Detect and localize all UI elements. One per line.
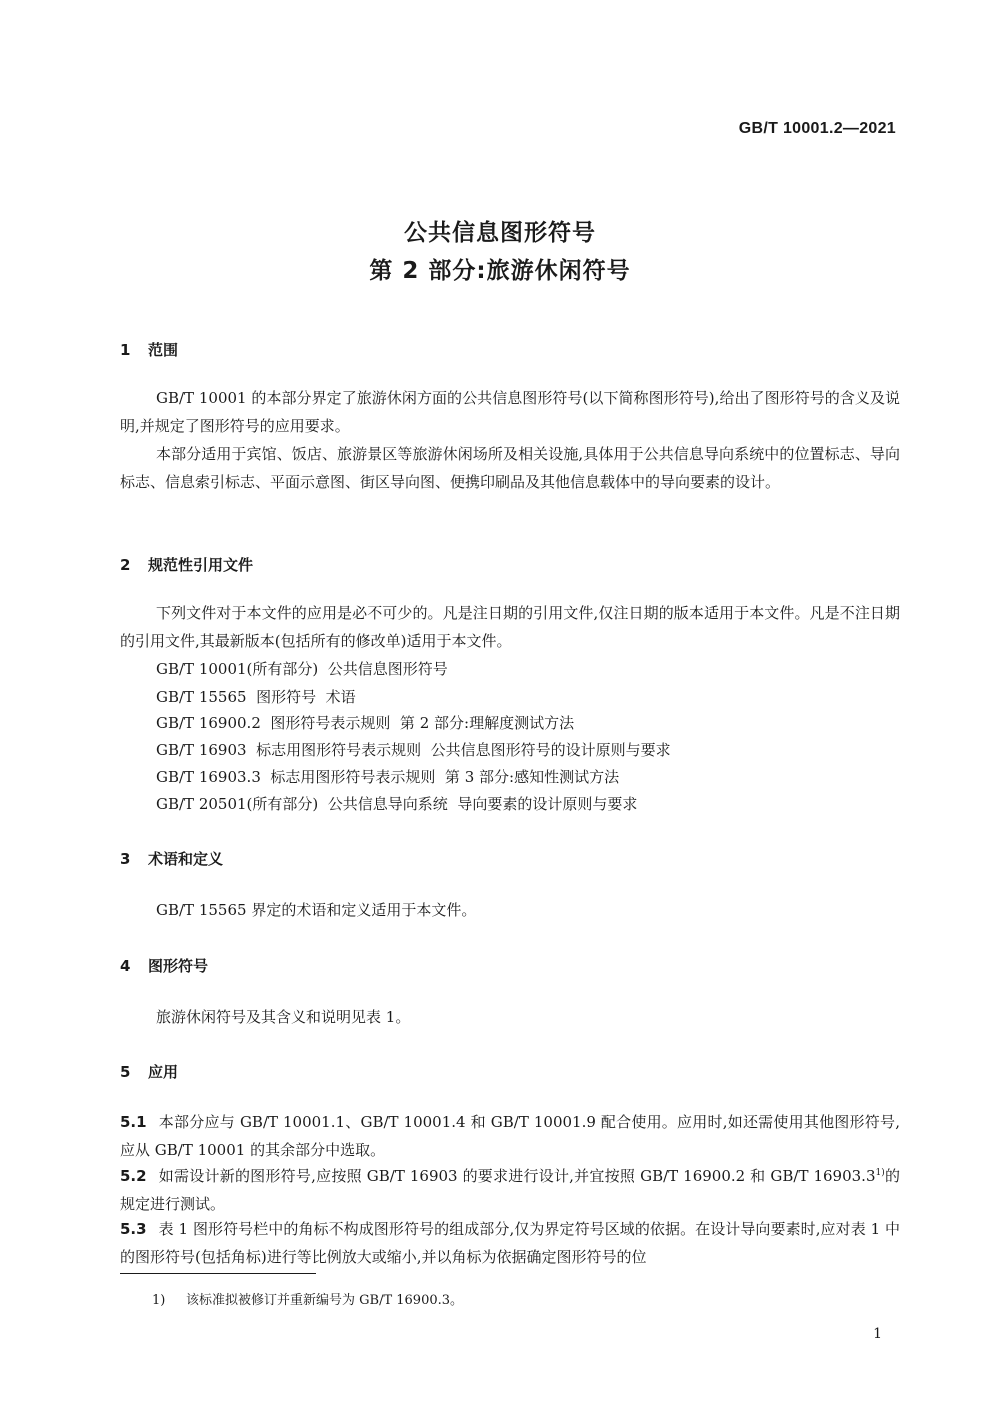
references-intro: 下列文件对于本文件的应用是必不可少的。凡是注日期的引用文件,仅注日期的版本适用于本文件。凡是不注日期的引用文件,其最新版本(包括所有的修改单)适用于本文件。	[120, 604, 900, 650]
document-title: 公共信息图形符号	[404, 220, 596, 246]
section-number: 1	[120, 341, 131, 359]
footnote-reference: 1)	[875, 1168, 885, 1178]
section-heading-application	[120, 1061, 178, 1082]
section-title: 应用	[148, 1063, 179, 1081]
section-number: 5	[120, 1063, 131, 1081]
footnote-text: 该标准拟被修订并重新编号为 GB/T 16900.3。	[186, 1293, 464, 1308]
clause-text: 表 1 图形符号栏中的角标不构成图形符号的组成部分,仅为界定符号区域的依据。在设计导向要素时,应对表 1 中的图形符号(包括角标)进行等比例放大或缩小,并以角标为依据确定图形符号的位	[120, 1220, 900, 1266]
terms-paragraph: GB/T 15565 界定的术语和定义适用于本文件。	[156, 901, 477, 919]
section-title: 范围	[148, 341, 179, 359]
section-number: 3	[120, 850, 131, 868]
section-heading-terms	[120, 848, 223, 869]
clause-number: 5.2	[120, 1167, 147, 1185]
clause-5-2	[120, 1162, 900, 1218]
section-heading-symbols	[120, 955, 208, 976]
section-heading-normative-references	[120, 554, 253, 575]
clause-text: 本部分应与 GB/T 10001.1、GB/T 10001.4 和 GB/T 10001.9 配合使用。应用时,如还需使用其他图形符号,应从 GB/T 10001 的其余部分中选取。	[120, 1113, 900, 1159]
section-title: 术语和定义	[148, 850, 224, 868]
section-number: 4	[120, 957, 131, 975]
reference-item: GB/T 15565 图形符号 术语	[156, 688, 356, 706]
standard-code: GB/T 10001.2—2021	[738, 120, 896, 137]
section-heading-scope	[120, 339, 178, 360]
clause-number: 5.1	[120, 1113, 147, 1131]
document-subtitle: 第 2 部分:旅游休闲符号	[369, 258, 631, 284]
clause-text-continued: 的规定进行测试。	[120, 1167, 900, 1213]
footnote-marker: 1)	[152, 1293, 166, 1308]
footnote-divider	[120, 1273, 316, 1274]
reference-item: GB/T 10001(所有部分) 公共信息图形符号	[156, 660, 448, 678]
page-number: 1	[873, 1326, 882, 1342]
reference-item: GB/T 16903 标志用图形符号表示规则 公共信息图形符号的设计原则与要求	[156, 741, 671, 759]
clause-5-1	[120, 1108, 900, 1164]
clause-number: 5.3	[120, 1220, 147, 1238]
scope-paragraph-1: GB/T 10001 的本部分界定了旅游休闲方面的公共信息图形符号(以下简称图形符号),给出了图形符号的含义及说明,并规定了图形符号的应用要求。	[120, 389, 900, 435]
section-number: 2	[120, 556, 131, 574]
reference-item: GB/T 16903.3 标志用图形符号表示规则 第 3 部分:感知性测试方法	[156, 768, 620, 786]
scope-paragraph-2: 本部分适用于宾馆、饭店、旅游景区等旅游休闲场所及相关设施,具体用于公共信息导向系统中的位置标志、导向标志、信息索引标志、平面示意图、街区导向图、便携印刷品及其他信息载体中的导向要素的设计。	[120, 445, 900, 491]
reference-item: GB/T 16900.2 图形符号表示规则 第 2 部分:理解度测试方法	[156, 714, 575, 732]
clause-5-3	[120, 1215, 900, 1271]
symbols-paragraph: 旅游休闲符号及其含义和说明见表 1。	[156, 1008, 411, 1026]
clause-text: 如需设计新的图形符号,应按照 GB/T 16903 的要求进行设计,并宜按照 GB/T 16900.2 和 GB/T 16903.3	[158, 1167, 876, 1185]
section-title: 规范性引用文件	[148, 556, 254, 574]
reference-item: GB/T 20501(所有部分) 公共信息导向系统 导向要素的设计原则与要求	[156, 795, 638, 813]
section-title: 图形符号	[148, 957, 209, 975]
footnote	[152, 1292, 463, 1310]
